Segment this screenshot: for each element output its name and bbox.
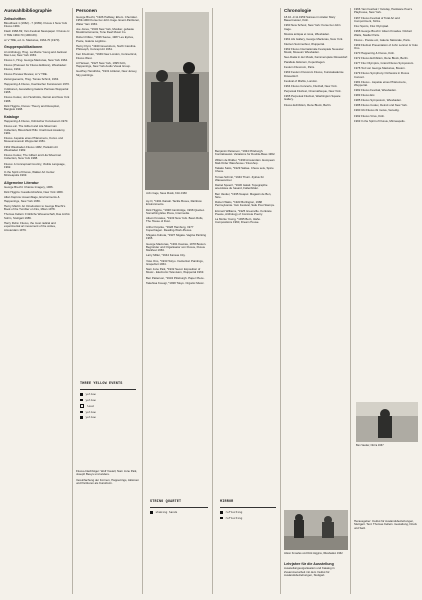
score-row: yellow: [80, 393, 136, 396]
person-entry: Alison Knowles, *1933 New York. Bean Rolls, The House of Dust.: [146, 216, 204, 224]
chronology-entry: Flux Sports, Flux Olympiad.: [354, 24, 389, 28]
person-entry: Daniel Spoerri, *1930 Galati. Topographie anecdotée du hasard, Fallenbilder.: [215, 183, 268, 191]
chronology-entry: 18.10.-3.11.1959 Soirées im Atelier Mary Bauermeister, Köln.: [284, 14, 336, 23]
chronology-column: [284, 8, 348, 510]
chronology-heading: Chronologie: [284, 8, 312, 13]
chronology-entry: 1964 Fluxus Concerts, Fluxhall, New York.: [284, 83, 338, 88]
person-entry: Willem de Ridder, *1939 Amsterdam. European Mail-Order Warehouse / Fluxshop.: [215, 157, 275, 165]
bib-entry: Happening & Fluxus, Kölnischer Kunstverein 1970.: [4, 119, 69, 124]
bib-entry: Fluxus 1, Hrsg. George Maciunas, New York 1964.: [4, 58, 68, 63]
person-entry: Takako Saito, *1929 Sabae. Chess sets, Spice Chess.: [215, 166, 274, 174]
person-entry: Robert Filliou, *1926 Sauve, 1987 Les Eyzies, Poète, Galerie Légitime.: [76, 35, 134, 43]
persons-column-3: [146, 200, 208, 594]
chronology-entry: 1990 Ubi Fluxus ibi motus, Venedig.: [354, 108, 400, 113]
concert-photo: [145, 12, 209, 190]
chronology-entry: 1967 Fluxus Festival of Total Art and Comportment, Nizza.: [354, 15, 400, 23]
chronology-footer: [284, 562, 348, 594]
bib-entry: Fluxus etc. The Gilbert and Lila Silverman Collection, Bloomfield Hills: Cranbrook Academy 1981.: [4, 124, 65, 135]
imprint-text: Herausgeber: Institut für Auslandsbeziehungen, Stuttgart. Text: Thomas Kellein. Gestaltung, Druck und Satz.: [354, 520, 417, 530]
score-row: loud: [80, 404, 136, 408]
person-entry: Ben Vautier, *1935 Neapel. Magasin de Ben, Nice.: [215, 191, 272, 199]
chronology-entry: 1966 Yam Festival / Yamday, Hardware Poet's Playhouse, New York.: [354, 8, 413, 15]
bib-entry: Allan Kaprow: Assemblage, Environments & Happenings, New York 1966.: [4, 195, 60, 203]
chronology-entry: Neo-Dada in der Musik, Kammerspiele Düsseldorf.: [284, 55, 348, 60]
column-divider: [72, 8, 73, 594]
score-row: yellow: [80, 411, 136, 414]
bibliography-column: [4, 8, 70, 594]
person-entry: Emmett Williams, *1925 Greenville. Konkrete Poesie, Anthology of Concrete Poetry.: [215, 208, 272, 216]
chronology-entry: Fluxus - Poésie etc, Galerie Nationale, Paris.: [354, 37, 411, 42]
score-row: reflecting: [220, 511, 276, 514]
person-entry: Dick Higgins, *1938 Cambridge, 1998 Quebec. Something Else Press, Intermedia.: [146, 207, 205, 215]
section-subheading: Allgemeine Literatur: [4, 180, 39, 185]
person-entry: Henry Flynt, *1940 Greensboro, North Carolina. Philosoph, Concept Art 1961.: [76, 43, 137, 51]
score-row: yellow: [80, 416, 136, 419]
chronology-entry: Perpetual Fluxfest, Cinematheque, New York.: [284, 88, 342, 93]
person-entry: George Brecht, *1926 Halfway, Ehem. Chemiker. 1959-1960 Kurse bei John Cage. Event-Partituren, Water Yam 1963.: [76, 14, 140, 26]
person-entry: Robert Watts, *1923 Burlington, 1988 Pennsylvania. Yam Festival, Safe Post Stamps.: [215, 200, 275, 208]
bib-entry: Dick Higgins, Fluxus: Theory and Reception, Bangkok 1998.: [4, 103, 61, 112]
bib-entry: cc V TRE, ed. G. Maciunas, 1964-70 (1970).: [4, 37, 61, 42]
bibliography-heading: Auswahlbibliographie: [4, 8, 52, 13]
chronology-entry: 1969 Fluxfest Presentation of John Lennon & Yoko Ono.: [354, 42, 418, 51]
chronology-entry: Kleinen Sommerfest, Wuppertal.: [284, 41, 325, 46]
square-marker-icon: [220, 511, 223, 514]
person-entry: Vereinfachung der Formen, Happenings, Aktionen und Partituren als Kunstform.: [76, 477, 139, 485]
chronology-entry: Musica antiqua et nova, Wiesbaden.: [284, 31, 330, 36]
score-row: shaking hands: [150, 511, 208, 514]
bib-entry: Fluxus: A Conceptual Country, Visible Language, 1992.: [4, 161, 66, 169]
person-entry: Larry Miller, *1944 Kansas City.: [146, 253, 186, 258]
photo-caption: Alison Knowles und Dick Higgins, Wiesbaden 1962: [284, 552, 343, 555]
chronology-entry: 1979 Fluxus Symphony Orchestra in Fluxus Concert.: [354, 71, 410, 79]
score-line: [80, 389, 136, 390]
bib-entry: Zeitungsevents, Hrsg. Tomas Schmit, 1963.: [4, 76, 59, 81]
person-entry: Yoko Ono, *1933 Tokyo. Instruction Paintings, Grapefruit 1964.: [146, 258, 204, 266]
persons-column-continued: [76, 470, 140, 594]
chronology-entry: 1988 Fluxus Codex, Detroit und New York.: [354, 103, 408, 108]
bib-entry: Harry Ruhé: Fluxus, the most radical and experimental art movement of the sixties, Amsterdam 1979.: [4, 220, 56, 232]
chronology-entry: 1968 George Brecht / Alison Knowles / Robert Watts, Stadler Paris.: [354, 29, 413, 37]
person-entry: Ben Patterson, *1934 Pittsburgh. Paper Piece.: [146, 275, 205, 280]
chronology-entry: 1961 AG Gallery, George Maciunas, New York.: [284, 36, 344, 41]
score-title: MIRROR: [220, 500, 234, 504]
section-subheading: Zeitschriften: [4, 16, 26, 21]
bib-entry: 1962 Wiesbaden Fluxus 1982, Harlekin Art Wiesbaden 1982.: [4, 144, 58, 152]
person-entry: George Maciunas, *1931 Kaunas, 1978 Boston. Begründer und Organisator von Fluxus, Fluxus Manifest 1963.: [146, 241, 207, 253]
column-divider: [212, 8, 213, 594]
chronology-column-2: [354, 8, 418, 400]
bib-entry: 3 Aktionen, Ausstellung Galerie Parnass Wuppertal 1965.: [4, 86, 69, 95]
score-title: THREE YELLOW EVENTS: [80, 382, 123, 386]
score-line: [150, 507, 208, 508]
bib-entry: Fluxus (Preissen for Fluxus Editions), Wiesbaden: Fluxus, 1963.: [4, 63, 67, 71]
score-row: reflecting: [220, 517, 276, 520]
bib-entry: Fluxus Preview Review, cc V TRE.: [4, 71, 48, 76]
square-marker-icon: [80, 416, 83, 419]
score-row: yellow: [80, 399, 136, 402]
bib-entry: Fluxus. Aspekte eines Phänomens, Kunst- und Museumsverein Wuppertal 1981.: [4, 136, 63, 144]
chronology-entry: Fluxus Exhibition, Rene Block, Berlin.: [284, 102, 332, 107]
chronology-entry: 1992 Fluxus Virus, Köln.: [354, 113, 385, 118]
bib-entry: George Brecht: Chance Imagery, 1966.: [4, 185, 54, 190]
section-subheading: Kataloge: [4, 114, 20, 119]
chronology-entry: 1963 Festum Fluxorum Fluxus, Kunstakademie Düsseldorf.: [284, 70, 344, 78]
bib-entry: Dick Higgins: foew&ombwhnw, New York 1969.: [4, 190, 64, 195]
square-marker-icon: [80, 393, 83, 396]
chronology-entry: Parallele Aktionen, Kopenhagen.: [284, 60, 326, 65]
person-entry: Shigeko Kubota, *1937 Niigata. Vagina Painting 1965.: [146, 233, 207, 241]
person-entry: Ay-O, *1931 Ibaraki. Tactile Boxes, Rainbow Environments.: [146, 200, 202, 207]
square-marker-icon: [80, 399, 83, 402]
square-marker-icon: [80, 411, 83, 414]
chronology-entry: 1962 Fluxus Internationale Festspiele Neuester Musik, Museum Wiesbaden.: [284, 46, 344, 55]
three-yellow-events-score: [80, 382, 136, 419]
bib-entry: In the Spirit of Fluxus, Walker Art Center Minneapolis 1993.: [4, 170, 55, 178]
chronology-entry: 1965 Perpetual Fluxfest, Washington Square Gallery.: [284, 94, 341, 102]
section-subheading: Gruppenpublikationen: [4, 45, 43, 50]
person-entry: Takehisa Kosugi, *1938 Tokyo. Organic Music.: [146, 280, 205, 285]
column-divider: [350, 8, 351, 594]
chronology-entry: 1972 Fluxus Exhibition, Rene Block, Berlin.: [354, 56, 409, 61]
vautier-photo: [356, 402, 418, 442]
bib-entry: Thomas Kellein: Fröhliche Wissenschaft, Das Archiv Sohm, Stuttgart 1986.: [4, 212, 70, 220]
chronology-entry: 1960 New School, New York: Kurse bei John Cage.: [284, 23, 341, 31]
person-entry: Joe Jones, *1934 New York, Musiker, gebaute Musikinstrumente, Tone Deaf Music Co.: [76, 26, 135, 34]
person-entry: Tomas Schmit, *1943 Thurn. Zyklus für Wassereimer.: [215, 174, 264, 182]
chronology-entry: Festum Fluxorum, Paris.: [284, 65, 315, 70]
square-marker-icon: [220, 517, 223, 520]
bib-entry: Fluxus Codex, Jon Hendricks, Detroit and New York 1988.: [4, 95, 70, 103]
chronology-photo: [284, 510, 348, 550]
chronology-entry: 1985 Fluxus Symposium, Wiesbaden.: [354, 98, 402, 103]
bib-entry: Flash 1968-69; Yam Festival Newspaper / Fluxus cc V TRE 1963-70 (1963-69).: [4, 29, 70, 37]
person-entry: Benjamin Patterson, *1934 Pittsburgh. Kontrabassist. Variations for Double-Bass 1962.: [215, 150, 276, 157]
chronology-entry: 1982 Fluxus Festival, Wiesbaden.: [354, 88, 397, 93]
person-entry: Nam June Paik, *1932 Seoul. Exposition of Music - Electronic Television, Wuppertal 1963.: [146, 267, 205, 275]
square-marker-icon: [150, 511, 153, 514]
person-entry: La Monte Young, *1935 Bern, Idaho. Compositions 1960, Dream House.: [215, 217, 261, 225]
bib-entry: An Anthology, Hrsg. La Monte Young and Jackson Mac Low, New York 1963.: [4, 49, 68, 58]
chronology-entry: 1983 Fluxus Etc.: [354, 93, 376, 98]
person-entry: Fluxus-Nachfolger: Wolf Vostell, Nam June Paik, Joseph Beuys und andere.: [76, 470, 138, 477]
bib-entry: Fluxus Codex, The Gilbert and Lila Silverman Collection, New York 1988.: [4, 153, 62, 161]
persons-column-4: [215, 150, 278, 594]
column-divider: [142, 8, 143, 594]
column-divider: [280, 8, 281, 594]
person-entry: Al Hansen, *1927 New York, 1995 Köln, Happenings, New York Audio Visual Group.: [76, 60, 131, 68]
chronology-entry: 1978 Tod von George Maciunas, Boston.: [354, 66, 406, 71]
string-quartet-score: [150, 500, 208, 514]
score-title: STRING QUARTET: [150, 500, 182, 504]
footer-title: Lehrjahre für die Ausstellung: [284, 562, 334, 566]
footer-text: Ausstellungsorganisation und Katalog in Zusammenarbeit mit dem Institut für Auslandsbeziehungen, Stuttgart.: [284, 566, 335, 578]
score-line: [220, 507, 276, 508]
persons-heading: Personen: [76, 8, 97, 13]
chronology-entry: 1993 In the Spirit of Fluxus, Minneapolis.: [354, 118, 406, 123]
mirror-score: [220, 500, 276, 520]
bib-entry: Henry Martin: An Introduction to George Brecht's Book of the Tumbler on Fire, Milan 1978.: [4, 203, 66, 212]
chronology-entry: 1977 Flux Olympics, Grand Fluxus Symposium.: [354, 61, 415, 66]
photo-caption: Ben Vautier, Nizza 1967: [356, 444, 384, 447]
bib-entry: Bloodbook 1 (1962) - 7 (1969). Fluxus 1 New York Fluxus 1964.: [4, 20, 68, 29]
photo-caption: John Cage, Neue Musik, Köln 1960: [146, 192, 187, 195]
person-entry: Geoffrey Hendricks, *1931 Littleton, New Jersey, Sky paintings.: [76, 69, 138, 77]
chronology-entry: 1970 Happening & Fluxus, Köln.: [354, 51, 395, 56]
chronology-entry: 1981 Fluxus - Aspekte eines Phänomens, Wuppertal.: [354, 79, 407, 88]
chronology-entry: Festival of Misfits, London.: [284, 78, 318, 83]
imprint: [354, 520, 418, 594]
bib-entry: Happening & Fluxus, Koelnischer Kunstverein 1970.: [4, 81, 70, 86]
square-outline-marker-icon: [80, 404, 84, 408]
person-entry: Arthur Köpcke, *1928 Hamburg, 1977 Kopenhagen. Reading-Work-Pieces.: [146, 224, 194, 232]
person-entry: Ken Friedman, *1949 New London, Connecticut, Fluxus West.: [76, 52, 138, 60]
